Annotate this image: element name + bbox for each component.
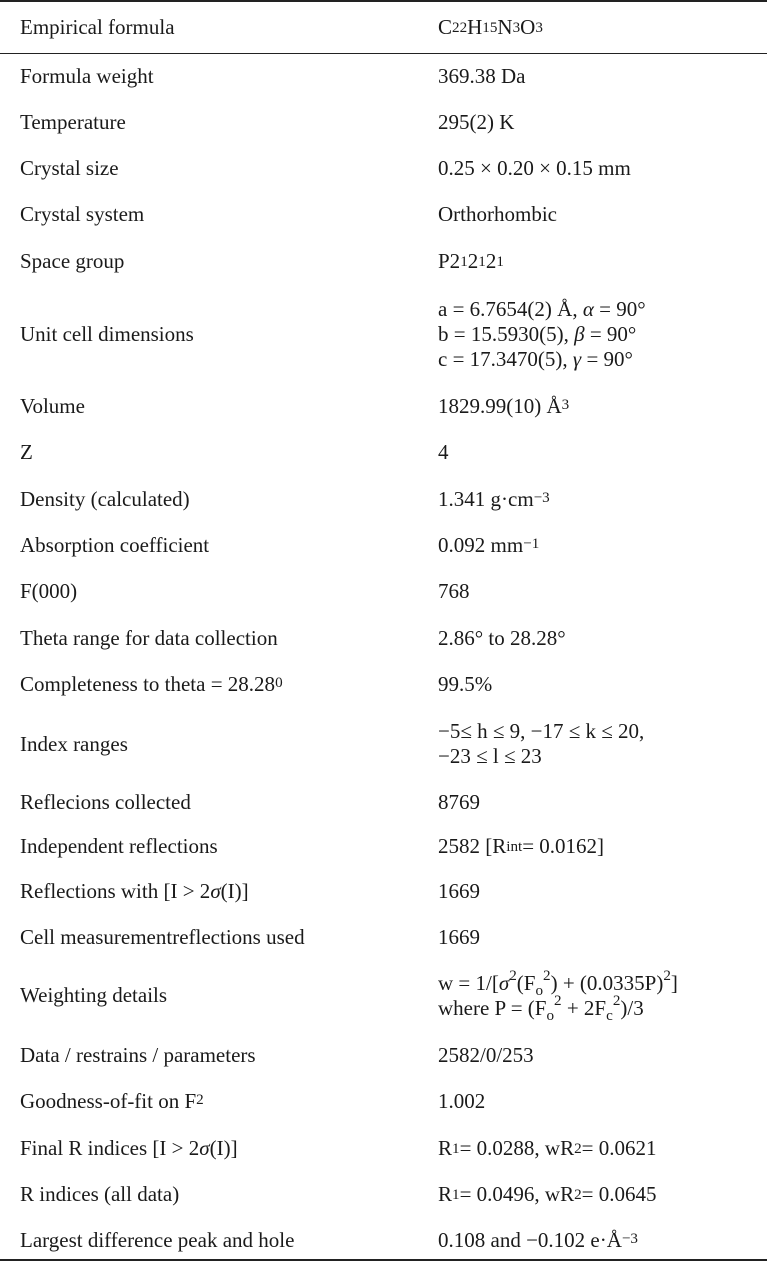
property-value: 1669 (438, 879, 480, 903)
property-label: Absorption coefficient (20, 532, 210, 557)
property-value: 768 (438, 579, 470, 603)
property-value: a = 6.7654(2) Å, α = 90° b = 15.5930(5), β = 90° c = 17.3470(5), γ = 90° (438, 296, 646, 371)
property-value: 0.092 mm $^{-1}$ (438, 532, 540, 557)
table-row (0, 522, 767, 568)
table-row (0, 1078, 767, 1125)
property-value: −5≤ h ≤ 9, −17 ≤ k ≤ 20, −23 ≤ l ≤ 23 (438, 719, 645, 768)
property-value: 369.38 Da (438, 63, 526, 88)
property-value: $w = 1/[\sigma^2(F_o^2) + (0.0335P)^2]$ where $P = (F_o^2 + 2F_c^2)/3$ (438, 968, 678, 1025)
property-value: 8769 (438, 790, 480, 814)
table-row (0, 429, 767, 476)
property-value: 0.108 and −0.102 e·Å $^{-3}$ (438, 1227, 638, 1252)
property-label: Reflections with [I > 2 σ (I)] (20, 879, 249, 903)
table-row (0, 1172, 767, 1217)
property-value: 0.25 × 0.20 × 0.15 mm (438, 155, 631, 180)
table-row (0, 285, 767, 383)
table-row (0, 383, 767, 429)
property-label: Unit cell dimensions (20, 321, 194, 346)
property-value: 2582/0/253 (438, 1042, 534, 1067)
table-row (0, 191, 767, 237)
table-row (0, 1125, 767, 1172)
property-label: Theta range for data collection (20, 625, 278, 650)
property-label: Crystal size (20, 155, 119, 180)
table-row (0, 868, 767, 915)
property-label: Index ranges (20, 731, 128, 756)
table-row (0, 615, 767, 661)
property-label: Largest difference peak and hole (20, 1227, 295, 1252)
property-value: 1829.99(10) Å $^3$ (438, 393, 570, 418)
table-row (0, 568, 767, 615)
property-value: 4 (438, 440, 449, 464)
property-value: 295(2) K (438, 109, 515, 134)
property-label: Formula weight (20, 63, 154, 88)
property-value: Orthorhombic (438, 201, 557, 226)
table-row (0, 1217, 767, 1263)
table-row (0, 1032, 767, 1078)
table-row (0, 99, 767, 145)
property-label: Crystal system (20, 201, 145, 226)
property-label: Data / restrains / parameters (20, 1042, 256, 1067)
property-label: R indices (all data) (20, 1182, 180, 1206)
property-label: Space group (20, 248, 125, 273)
table-header-row (0, 2, 767, 54)
property-label: Empirical formula (20, 15, 175, 39)
property-value: C $_{22}$ H $_{15}$ N $_3$ O $_3$ (438, 15, 543, 39)
table-row (0, 237, 767, 285)
property-label: Independent reflections (20, 833, 218, 858)
table-row (0, 145, 767, 191)
property-value: 99.5% (438, 671, 493, 696)
table-row (0, 707, 767, 781)
property-value: R $_1$ = 0.0288, wR $_2$ = 0.0621 (438, 1136, 657, 1160)
table-row (0, 53, 767, 99)
property-label: Volume (20, 393, 85, 418)
property-label: Temperature (20, 109, 126, 134)
table-row (0, 915, 767, 959)
table-row (0, 661, 767, 707)
property-label: Z (20, 440, 33, 464)
property-value: 2.86° to 28.28° (438, 625, 566, 650)
property-value: 1669 (438, 924, 480, 949)
table-row (0, 476, 767, 522)
property-value: 1.002 (438, 1089, 486, 1113)
property-label: Cell measurementreflections used (20, 924, 305, 949)
table-row (0, 959, 767, 1032)
property-value: P2 $_1$ 2 $_1$ 2 $_1$ (438, 248, 504, 273)
property-label: Weighting details (20, 983, 168, 1007)
property-label: Reflecions collected (20, 790, 191, 814)
property-label: Density (calculated) (20, 486, 190, 511)
property-label: Completeness to theta = 28.28 $^0$ (20, 671, 283, 696)
table-row (0, 781, 767, 824)
table-row (0, 824, 767, 868)
property-label: Final R indices [I > 2 σ (I)] (20, 1136, 238, 1160)
property-value: 1.341 g·cm $^{-3}$ (438, 486, 550, 511)
property-label: F(000) (20, 579, 78, 603)
property-label: Goodness-of-fit on F $^2$ (20, 1089, 204, 1113)
property-value: R $_1$ = 0.0496, wR $_2$ = 0.0645 (438, 1182, 657, 1206)
property-value: 2582 [R $_{int}$ = 0.0162] (438, 833, 605, 858)
